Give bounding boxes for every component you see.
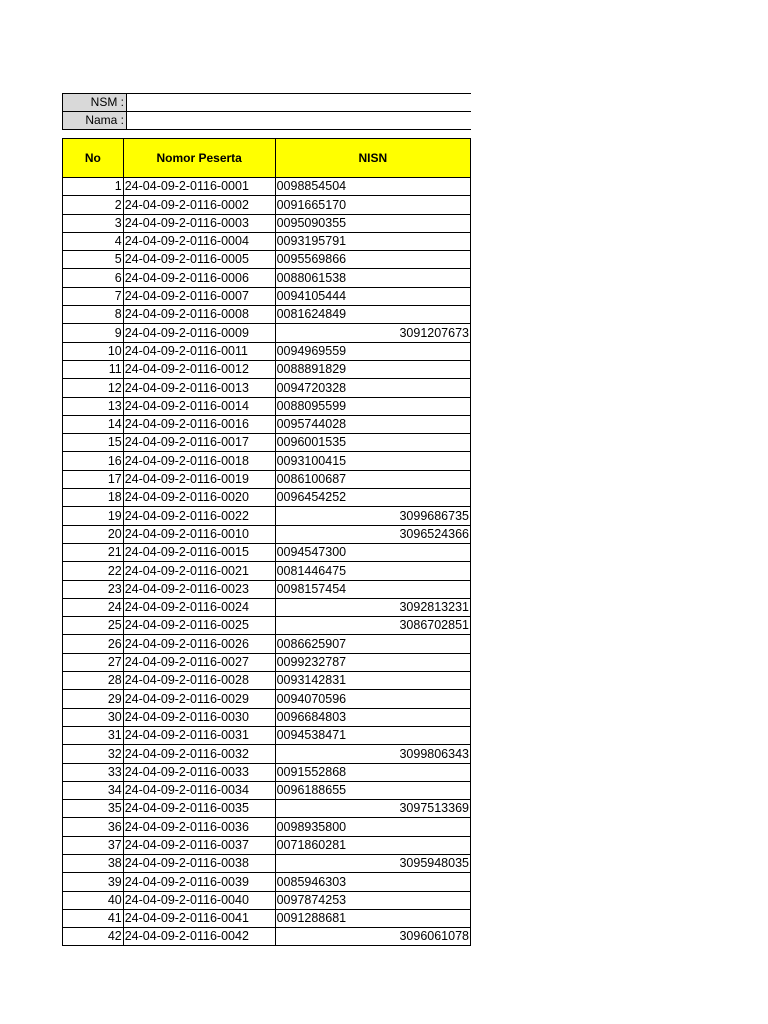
cell-nisn[interactable]: 3097513369 — [275, 800, 470, 818]
table-row — [63, 415, 471, 433]
table-row — [63, 196, 471, 214]
cell-nomor-peserta[interactable]: 24-04-09-2-0116-0023 — [123, 580, 275, 598]
cell-no[interactable]: 42 — [63, 928, 124, 946]
nama-label[interactable]: Nama : — [63, 112, 127, 130]
cell-nisn[interactable]: 0099232787 — [275, 653, 470, 671]
cell-nisn[interactable]: 0095744028 — [275, 415, 470, 433]
table-row — [63, 232, 471, 250]
table-row — [63, 379, 471, 397]
cell-nomor-peserta[interactable]: 24-04-09-2-0116-0039 — [123, 873, 275, 891]
cell-no[interactable]: 32 — [63, 745, 124, 763]
cell-nomor-peserta[interactable]: 24-04-09-2-0116-0026 — [123, 635, 275, 653]
cell-nomor-peserta[interactable]: 24-04-09-2-0116-0005 — [123, 251, 275, 269]
nsm-row — [63, 94, 472, 112]
table-row — [63, 452, 471, 470]
cell-nomor-peserta[interactable]: 24-04-09-2-0116-0016 — [123, 415, 275, 433]
table-row — [63, 543, 471, 561]
participant-table — [62, 138, 471, 946]
cell-nisn[interactable]: 0098157454 — [275, 580, 470, 598]
table-row — [63, 287, 471, 305]
cell-nomor-peserta[interactable]: 24-04-09-2-0116-0027 — [123, 653, 275, 671]
nama-value-cell[interactable] — [127, 112, 472, 130]
cell-nisn[interactable]: 0094070596 — [275, 690, 470, 708]
cell-no[interactable]: 25 — [63, 617, 124, 635]
cell-nomor-peserta[interactable]: 24-04-09-2-0116-0036 — [123, 818, 275, 836]
cell-nomor-peserta[interactable]: 24-04-09-2-0116-0021 — [123, 562, 275, 580]
cell-nomor-peserta[interactable]: 24-04-09-2-0116-0024 — [123, 598, 275, 616]
cell-no[interactable]: 13 — [63, 397, 124, 415]
cell-nisn[interactable]: 0091552868 — [275, 763, 470, 781]
table-row — [63, 507, 471, 525]
nsm-label[interactable]: NSM : — [63, 94, 127, 112]
table-row — [63, 269, 471, 287]
table-row — [63, 251, 471, 269]
cell-no[interactable]: 14 — [63, 415, 124, 433]
cell-no[interactable]: 12 — [63, 379, 124, 397]
cell-nomor-peserta[interactable]: 24-04-09-2-0116-0011 — [123, 342, 275, 360]
table-row — [63, 781, 471, 799]
cell-nisn[interactable]: 0096684803 — [275, 708, 470, 726]
cell-no[interactable]: 29 — [63, 690, 124, 708]
cell-nomor-peserta[interactable]: 24-04-09-2-0116-0029 — [123, 690, 275, 708]
table-row — [63, 342, 471, 360]
cell-nomor-peserta[interactable]: 24-04-09-2-0116-0001 — [123, 178, 275, 196]
table-row — [63, 635, 471, 653]
cell-no[interactable]: 37 — [63, 836, 124, 854]
cell-no[interactable]: 26 — [63, 635, 124, 653]
cell-nisn[interactable]: 3096061078 — [275, 928, 470, 946]
table-row — [63, 617, 471, 635]
cell-nomor-peserta[interactable]: 24-04-09-2-0116-0008 — [123, 306, 275, 324]
cell-nomor-peserta[interactable]: 24-04-09-2-0116-0004 — [123, 232, 275, 250]
cell-nisn[interactable]: 0071860281 — [275, 836, 470, 854]
spreadsheet-sheet — [62, 93, 470, 946]
cell-nomor-peserta[interactable]: 24-04-09-2-0116-0018 — [123, 452, 275, 470]
cell-nomor-peserta[interactable]: 24-04-09-2-0116-0035 — [123, 800, 275, 818]
cell-no[interactable]: 40 — [63, 891, 124, 909]
cell-nisn[interactable]: 0095090355 — [275, 214, 470, 232]
cell-no[interactable]: 21 — [63, 543, 124, 561]
cell-nisn[interactable]: 3096524366 — [275, 525, 470, 543]
cell-nisn[interactable]: 0098854504 — [275, 178, 470, 196]
cell-no[interactable]: 5 — [63, 251, 124, 269]
table-row — [63, 306, 471, 324]
cell-nomor-peserta[interactable]: 24-04-09-2-0116-0031 — [123, 726, 275, 744]
cell-nisn[interactable]: 0096454252 — [275, 489, 470, 507]
cell-nisn[interactable]: 0081446475 — [275, 562, 470, 580]
cell-no[interactable]: 41 — [63, 909, 124, 927]
cell-nomor-peserta[interactable]: 24-04-09-2-0116-0042 — [123, 928, 275, 946]
cell-nomor-peserta[interactable]: 24-04-09-2-0116-0019 — [123, 470, 275, 488]
cell-no[interactable]: 22 — [63, 562, 124, 580]
cell-nomor-peserta[interactable]: 24-04-09-2-0116-0003 — [123, 214, 275, 232]
table-row — [63, 580, 471, 598]
cell-no[interactable]: 27 — [63, 653, 124, 671]
cell-nisn[interactable]: 0093100415 — [275, 452, 470, 470]
cell-nomor-peserta[interactable]: 24-04-09-2-0116-0020 — [123, 489, 275, 507]
cell-nomor-peserta[interactable]: 24-04-09-2-0116-0034 — [123, 781, 275, 799]
cell-nomor-peserta[interactable]: 24-04-09-2-0116-0015 — [123, 543, 275, 561]
table-row — [63, 178, 471, 196]
cell-no[interactable]: 36 — [63, 818, 124, 836]
cell-nomor-peserta[interactable]: 24-04-09-2-0116-0032 — [123, 745, 275, 763]
cell-nisn[interactable]: 0094538471 — [275, 726, 470, 744]
table-body — [63, 178, 471, 946]
table-row — [63, 726, 471, 744]
cell-nisn[interactable]: 3091207673 — [275, 324, 470, 342]
student-info-table — [62, 93, 471, 130]
table-row — [63, 854, 471, 872]
cell-nomor-peserta[interactable]: 24-04-09-2-0116-0009 — [123, 324, 275, 342]
cell-no[interactable]: 15 — [63, 434, 124, 452]
cell-nomor-peserta[interactable]: 24-04-09-2-0116-0038 — [123, 854, 275, 872]
nsm-value-cell[interactable] — [127, 94, 472, 112]
cell-no[interactable]: 24 — [63, 598, 124, 616]
cell-nisn[interactable]: 0091288681 — [275, 909, 470, 927]
cell-nomor-peserta[interactable]: 24-04-09-2-0116-0013 — [123, 379, 275, 397]
cell-nisn[interactable]: 0091665170 — [275, 196, 470, 214]
cell-nisn[interactable]: 0086625907 — [275, 635, 470, 653]
cell-nisn[interactable]: 0097874253 — [275, 891, 470, 909]
cell-nomor-peserta[interactable]: 24-04-09-2-0116-0017 — [123, 434, 275, 452]
cell-nisn[interactable]: 0088061538 — [275, 269, 470, 287]
cell-no[interactable]: 3 — [63, 214, 124, 232]
cell-nomor-peserta[interactable]: 24-04-09-2-0116-0012 — [123, 360, 275, 378]
cell-no[interactable]: 19 — [63, 507, 124, 525]
cell-nisn[interactable]: 0094969559 — [275, 342, 470, 360]
cell-no[interactable]: 6 — [63, 269, 124, 287]
cell-nomor-peserta[interactable]: 24-04-09-2-0116-0002 — [123, 196, 275, 214]
cell-nomor-peserta[interactable]: 24-04-09-2-0116-0006 — [123, 269, 275, 287]
cell-nomor-peserta[interactable]: 24-04-09-2-0116-0041 — [123, 909, 275, 927]
table-row — [63, 763, 471, 781]
cell-nisn[interactable]: 0093195791 — [275, 232, 470, 250]
cell-no[interactable]: 30 — [63, 708, 124, 726]
table-row — [63, 928, 471, 946]
table-row — [63, 489, 471, 507]
cell-no[interactable]: 23 — [63, 580, 124, 598]
cell-nisn[interactable]: 0086100687 — [275, 470, 470, 488]
cell-nomor-peserta[interactable]: 24-04-09-2-0116-0028 — [123, 672, 275, 690]
cell-no[interactable]: 2 — [63, 196, 124, 214]
cell-no[interactable]: 18 — [63, 489, 124, 507]
cell-no[interactable]: 11 — [63, 360, 124, 378]
cell-nomor-peserta[interactable]: 24-04-09-2-0116-0014 — [123, 397, 275, 415]
table-row — [63, 397, 471, 415]
table-row — [63, 525, 471, 543]
cell-nomor-peserta[interactable]: 24-04-09-2-0116-0025 — [123, 617, 275, 635]
cell-no[interactable]: 17 — [63, 470, 124, 488]
table-row — [63, 745, 471, 763]
cell-no[interactable]: 35 — [63, 800, 124, 818]
cell-nomor-peserta[interactable]: 24-04-09-2-0116-0007 — [123, 287, 275, 305]
cell-nisn[interactable]: 0094105444 — [275, 287, 470, 305]
cell-no[interactable]: 20 — [63, 525, 124, 543]
cell-nisn[interactable]: 0088891829 — [275, 360, 470, 378]
column-header-nisn[interactable]: NISN — [275, 139, 470, 178]
cell-no[interactable]: 7 — [63, 287, 124, 305]
cell-nomor-peserta[interactable]: 24-04-09-2-0116-0022 — [123, 507, 275, 525]
table-row — [63, 891, 471, 909]
table-row — [63, 434, 471, 452]
cell-no[interactable]: 39 — [63, 873, 124, 891]
cell-nisn[interactable]: 0098935800 — [275, 818, 470, 836]
cell-no[interactable]: 34 — [63, 781, 124, 799]
table-row — [63, 598, 471, 616]
cell-nomor-peserta[interactable]: 24-04-09-2-0116-0040 — [123, 891, 275, 909]
table-row — [63, 324, 471, 342]
table-row — [63, 909, 471, 927]
cell-nisn[interactable]: 0094547300 — [275, 543, 470, 561]
table-row — [63, 690, 471, 708]
column-header-nomor-peserta[interactable]: Nomor Peserta — [123, 139, 275, 178]
cell-nisn[interactable]: 3092813231 — [275, 598, 470, 616]
cell-no[interactable]: 16 — [63, 452, 124, 470]
cell-no[interactable]: 4 — [63, 232, 124, 250]
cell-nisn[interactable]: 0096188655 — [275, 781, 470, 799]
cell-nisn[interactable]: 0094720328 — [275, 379, 470, 397]
cell-nisn[interactable]: 0096001535 — [275, 434, 470, 452]
cell-nomor-peserta[interactable]: 24-04-09-2-0116-0033 — [123, 763, 275, 781]
cell-no[interactable]: 10 — [63, 342, 124, 360]
cell-nisn[interactable]: 3095948035 — [275, 854, 470, 872]
cell-no[interactable]: 8 — [63, 306, 124, 324]
header-row — [63, 139, 471, 178]
table-row — [63, 818, 471, 836]
table-row — [63, 653, 471, 671]
cell-nomor-peserta[interactable]: 24-04-09-2-0116-0037 — [123, 836, 275, 854]
cell-nomor-peserta[interactable]: 24-04-09-2-0116-0010 — [123, 525, 275, 543]
table-row — [63, 470, 471, 488]
cell-no[interactable]: 38 — [63, 854, 124, 872]
cell-nisn[interactable]: 0081624849 — [275, 306, 470, 324]
cell-no[interactable]: 33 — [63, 763, 124, 781]
cell-nisn[interactable]: 0085946303 — [275, 873, 470, 891]
column-header-no[interactable]: No — [63, 139, 124, 178]
cell-nisn[interactable]: 0093142831 — [275, 672, 470, 690]
table-row — [63, 672, 471, 690]
cell-no[interactable]: 9 — [63, 324, 124, 342]
cell-no[interactable]: 28 — [63, 672, 124, 690]
table-row — [63, 214, 471, 232]
table-row — [63, 800, 471, 818]
cell-nomor-peserta[interactable]: 24-04-09-2-0116-0030 — [123, 708, 275, 726]
table-row — [63, 873, 471, 891]
table-row — [63, 562, 471, 580]
cell-nisn[interactable]: 0095569866 — [275, 251, 470, 269]
table-row — [63, 836, 471, 854]
cell-nisn[interactable]: 3099806343 — [275, 745, 470, 763]
nama-row — [63, 112, 472, 130]
table-row — [63, 360, 471, 378]
cell-nisn[interactable]: 3086702851 — [275, 617, 470, 635]
table-row — [63, 708, 471, 726]
cell-no[interactable]: 31 — [63, 726, 124, 744]
cell-nisn[interactable]: 0088095599 — [275, 397, 470, 415]
cell-no[interactable]: 1 — [63, 178, 124, 196]
cell-nisn[interactable]: 3099686735 — [275, 507, 470, 525]
